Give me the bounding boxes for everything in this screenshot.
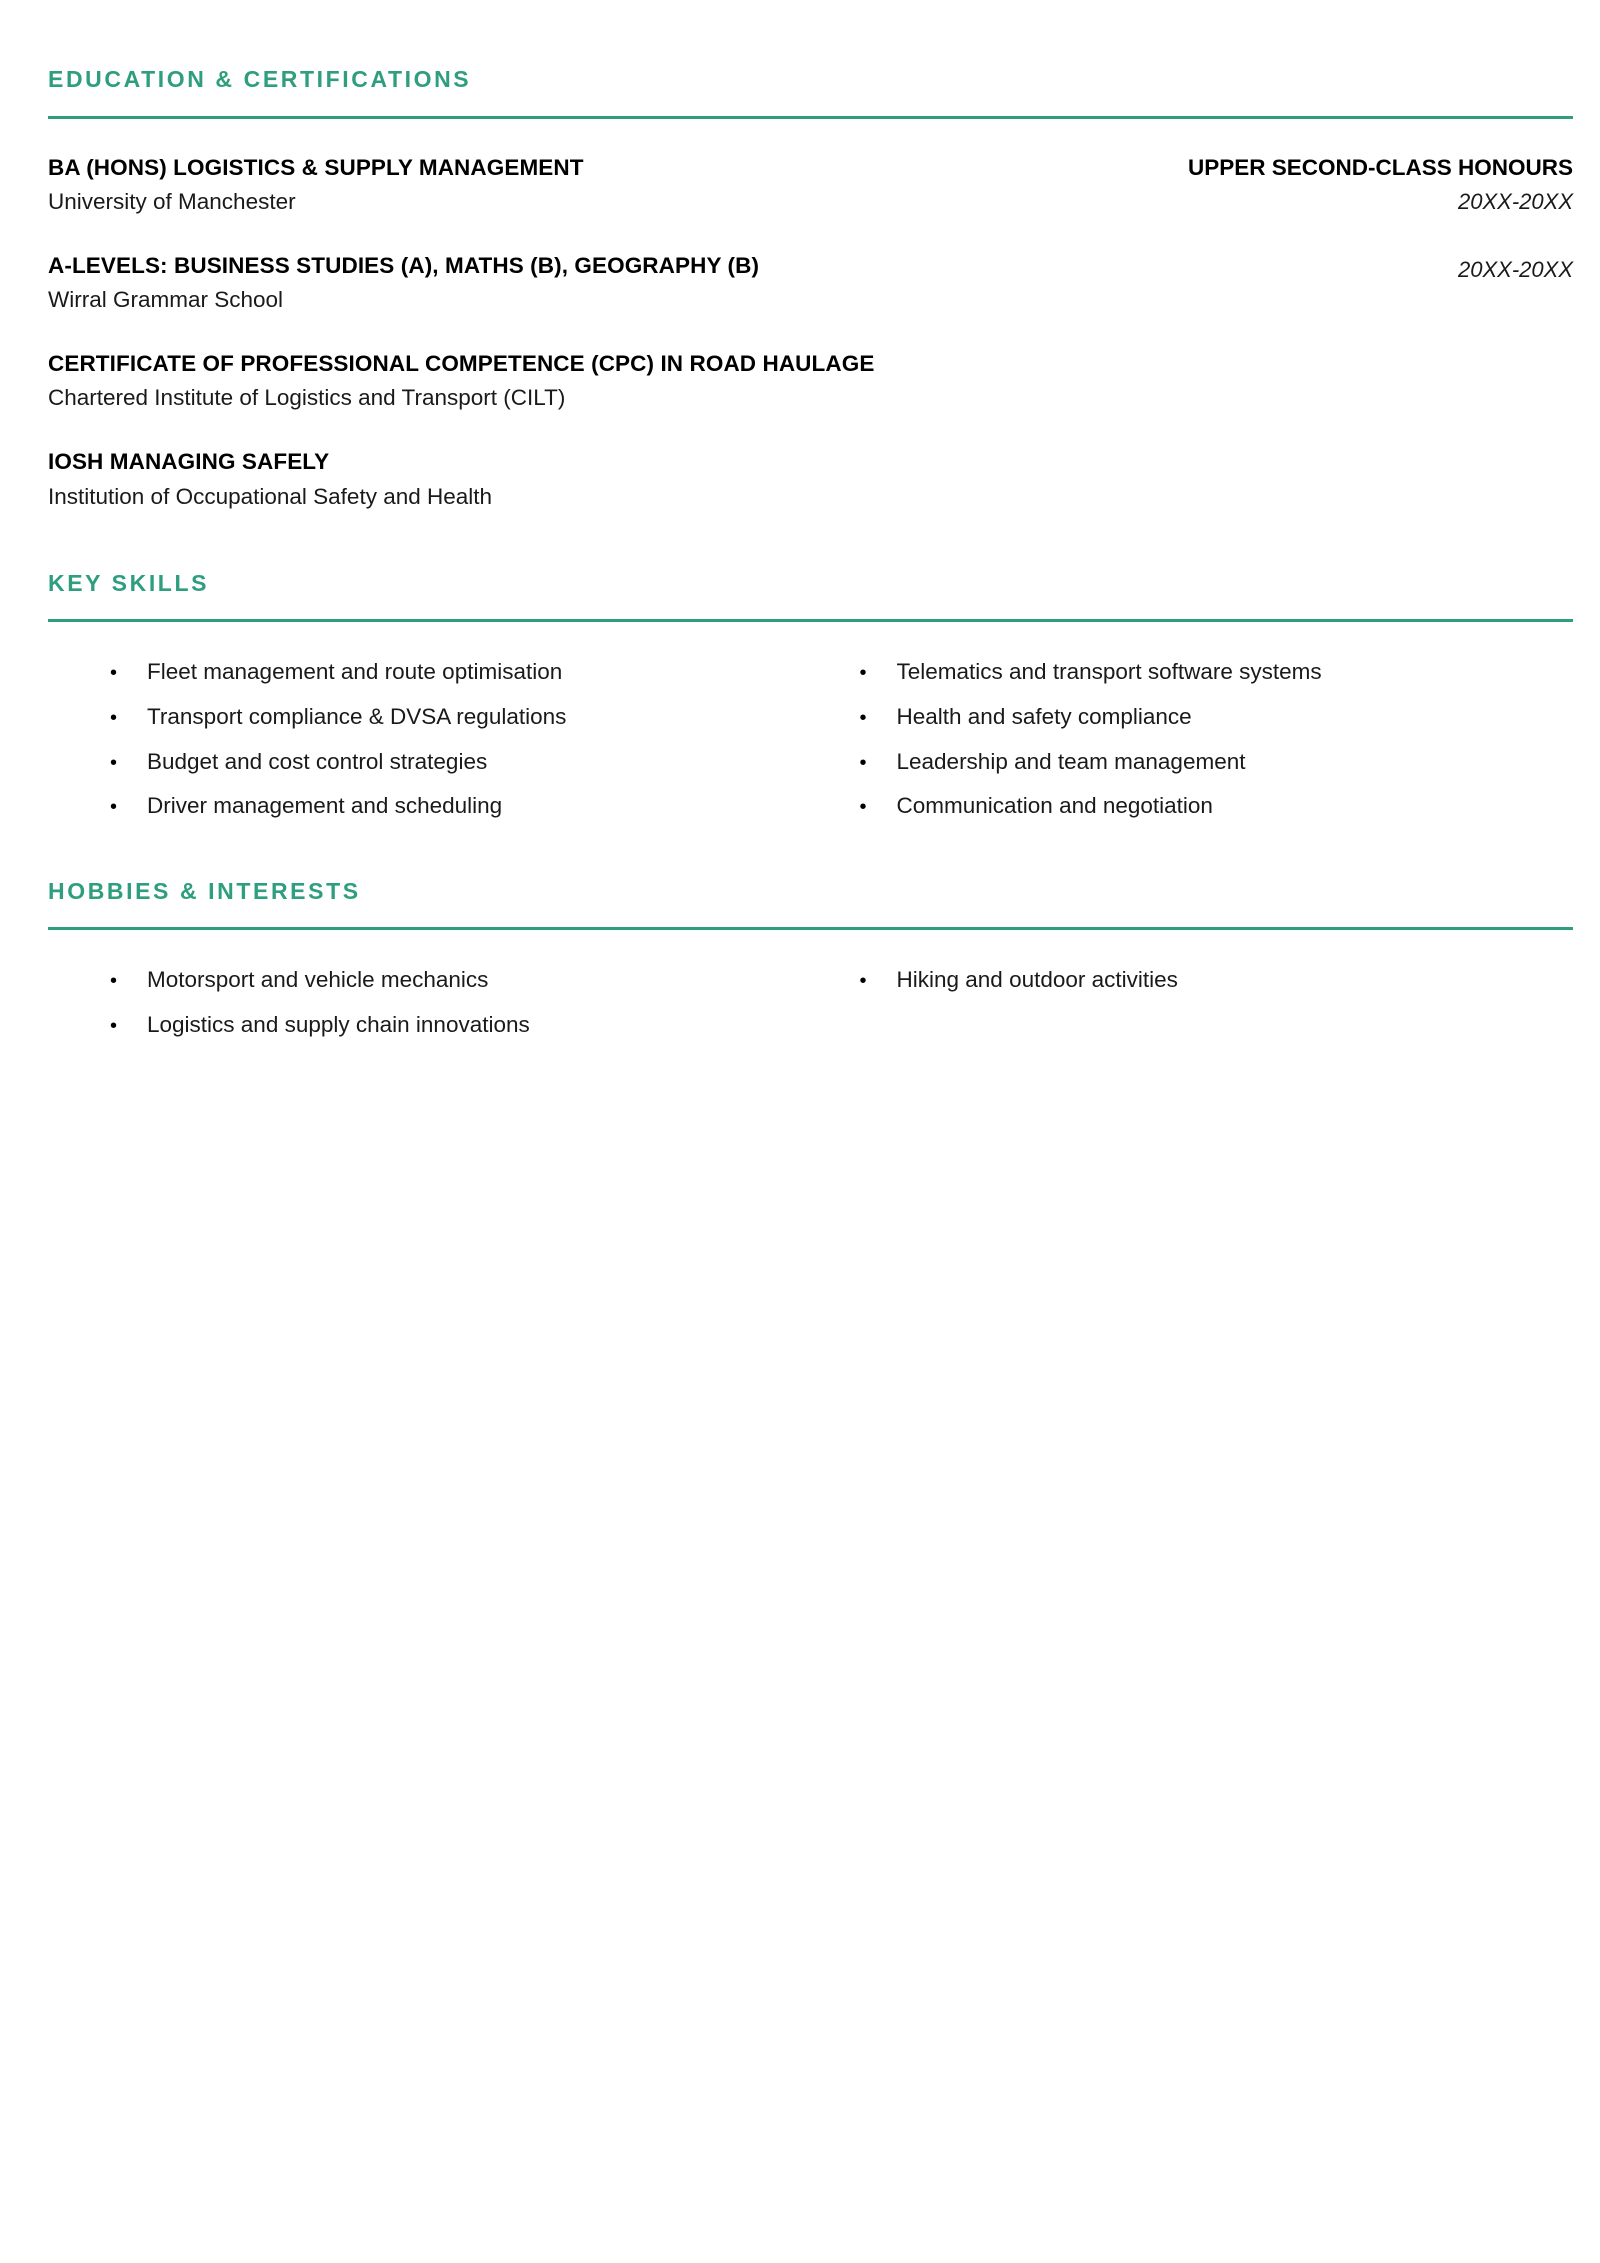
section-key-skills: [48, 570, 1573, 822]
bullet-icon: •: [859, 796, 867, 819]
education-entry-institution: Chartered Institute of Logistics and Transport (CILT): [48, 385, 566, 411]
list-item: [110, 1009, 811, 1041]
key-skill-text: Transport compliance & DVSA regulations: [147, 703, 567, 729]
section-education-certifications: [48, 66, 1573, 512]
cv-content: [0, 0, 1600, 1040]
hobbies-columns: [48, 964, 1573, 1040]
section-heading-key-skills: KEY SKILLS: [48, 569, 210, 596]
education-entry-dates: 20XX-20XX: [1458, 188, 1573, 214]
education-entry-dates: 20XX-20XX: [1458, 256, 1573, 282]
education-entry: [48, 349, 1573, 413]
key-skill-text: Budget and cost control strategies: [147, 748, 488, 774]
bullet-icon: •: [110, 970, 118, 993]
bullet-icon: •: [859, 706, 867, 729]
list-item: [110, 656, 811, 688]
education-entry-title: CERTIFICATE OF PROFESSIONAL COMPETENCE (CPC) IN ROAD HAULAGE: [48, 351, 875, 377]
education-entry-left: [48, 153, 1158, 217]
list-item: [110, 964, 811, 996]
hobby-text: Motorsport and vehicle mechanics: [147, 967, 489, 993]
bullet-icon: •: [110, 796, 118, 819]
bullet-icon: •: [110, 751, 118, 774]
key-skill-text: Communication and negotiation: [896, 793, 1213, 819]
education-entry-right: [1158, 153, 1573, 217]
education-entry-title: BA (HONS) LOGISTICS & SUPPLY MANAGEMENT: [48, 154, 584, 180]
education-entry-title: IOSH MANAGING SAFELY: [48, 449, 330, 475]
list-item: [110, 701, 811, 733]
key-skill-text: Driver management and scheduling: [147, 793, 503, 819]
bullet-icon: •: [859, 662, 867, 685]
list-item: [860, 964, 1574, 996]
list-item: [860, 656, 1574, 688]
list-item: [110, 790, 811, 822]
education-entry-institution: University of Manchester: [48, 188, 296, 214]
bullet-icon: •: [110, 1014, 118, 1037]
bullet-icon: •: [110, 706, 118, 729]
key-skill-text: Telematics and transport software systems: [896, 659, 1322, 685]
hobby-text: Logistics and supply chain innovations: [147, 1011, 530, 1037]
education-entry: [48, 153, 1573, 217]
key-skills-right-column: [811, 656, 1574, 821]
education-entry-left: [48, 447, 1543, 511]
section-divider-education: [48, 116, 1573, 119]
education-entry-left: [48, 349, 1543, 413]
bullet-icon: •: [859, 751, 867, 774]
hobby-text: Hiking and outdoor activities: [896, 967, 1178, 993]
education-entry-institution: Wirral Grammar School: [48, 287, 284, 313]
education-entry: [48, 447, 1573, 511]
education-entry-left: [48, 251, 1428, 315]
education-entry-institution: Institution of Occupational Safety and Health: [48, 483, 493, 509]
bullet-icon: •: [110, 662, 118, 685]
hobbies-left-column: [48, 964, 811, 1040]
section-divider-hobbies: [48, 927, 1573, 930]
list-item: [860, 746, 1574, 778]
key-skills-left-column: [48, 656, 811, 821]
key-skills-columns: [48, 656, 1573, 821]
bullet-icon: •: [859, 970, 867, 993]
section-heading-education: EDUCATION & CERTIFICATIONS: [48, 66, 472, 92]
hobbies-right-column: [811, 964, 1574, 1040]
education-entry: [48, 251, 1573, 315]
section-heading-hobbies: HOBBIES & INTERESTS: [48, 877, 361, 904]
education-entry-award: UPPER SECOND-CLASS HONOURS: [1187, 154, 1573, 180]
key-skill-text: Fleet management and route optimisation: [147, 659, 563, 685]
section-hobbies-interests: [48, 878, 1573, 1041]
list-item: [110, 746, 811, 778]
list-item: [860, 790, 1574, 822]
section-divider-key-skills: [48, 619, 1573, 622]
key-skill-text: Health and safety compliance: [896, 703, 1192, 729]
education-entry-right: [1428, 251, 1573, 284]
education-entry-list: [48, 153, 1573, 512]
education-entry-title: A-LEVELS: BUSINESS STUDIES (A), MATHS (B), GEOGRAPHY (B): [48, 252, 760, 278]
list-item: [860, 701, 1574, 733]
key-skill-text: Leadership and team management: [896, 748, 1246, 774]
